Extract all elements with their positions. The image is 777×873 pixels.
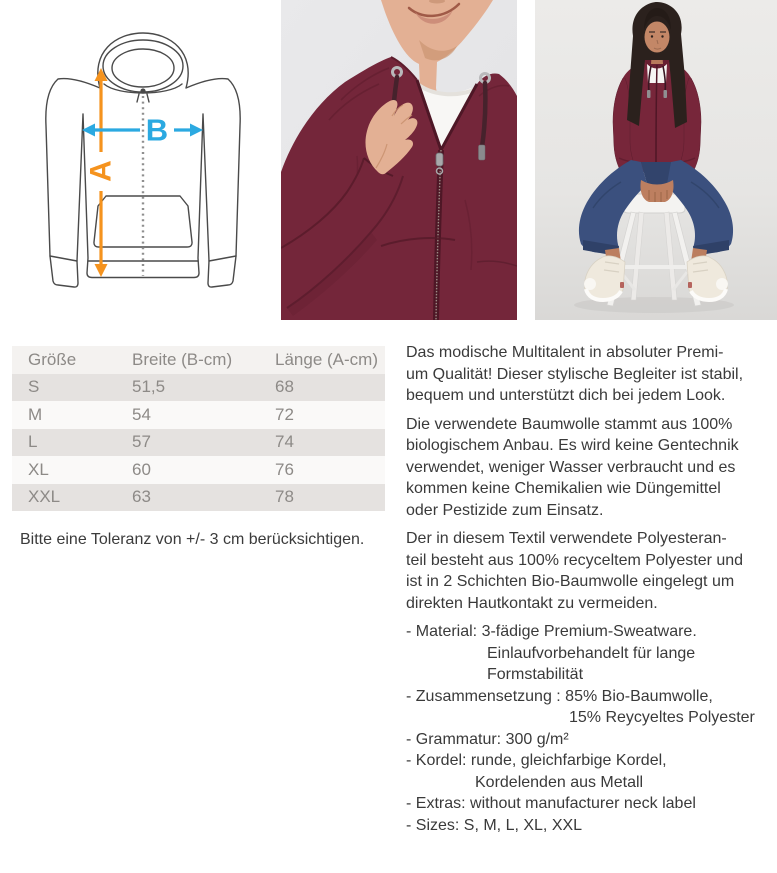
- width-cell: 63: [132, 487, 151, 507]
- spec-line-material: - Material: 3-fädige Premium-Sweatware.: [406, 623, 697, 640]
- length-cell: 68: [275, 377, 294, 397]
- spec-line-composition: - Zusammensetzung : 85% Bio-Baumwolle,: [406, 687, 713, 705]
- length-cell: 78: [275, 487, 294, 507]
- table-row: [12, 374, 385, 402]
- seated-illustration: [535, 0, 777, 320]
- closeup-illustration: [281, 0, 517, 320]
- product-photo-closeup: [281, 0, 517, 320]
- table-row: [12, 484, 385, 512]
- hoodie-diagram-illustration: [20, 30, 270, 310]
- table-row: [12, 456, 385, 484]
- size-cell: XXL: [28, 487, 61, 507]
- size-table-header-row: [12, 346, 385, 374]
- size-table: [12, 346, 385, 511]
- spec-list: [406, 621, 770, 836]
- table-row: [12, 401, 385, 429]
- product-photo-seated: [535, 0, 777, 320]
- spec-line-cord: - Kordel: runde, gleichfarbige Kordel,: [406, 752, 667, 769]
- spec-line-grammage: - Grammatur: 300 g/m²: [406, 730, 569, 748]
- hoodie-measurement-diagram: [20, 30, 270, 310]
- column-header-size: Größe: [28, 349, 77, 369]
- size-cell: M: [28, 404, 43, 424]
- spec-line-material-cont: Formstabilität: [487, 666, 584, 683]
- description-paragraph: Der in diesem Textil verwendete Polyesteran- teil besteht aus 100% recyceltem Polyester und ist in 2 Schichten Bio-Baumwolle eingelegt um direkten Hautkontakt zu vermeiden.: [406, 530, 744, 612]
- size-cell: L: [28, 432, 38, 452]
- length-cell: 76: [275, 459, 294, 479]
- size-cell: XL: [28, 459, 49, 479]
- tolerance-note: Bitte eine Toleranz von +/- 3 cm berücksichtigen.: [20, 531, 365, 548]
- description-paragraph: Die verwendete Baumwolle stammt aus 100% biologischem Anbau. Es wird keine Gentechnik verwendet, weniger Wasser verbraucht und es kommen keine Chemikalien wie Düngemittel oder Pestizide zum Einsatz.: [406, 415, 739, 519]
- table-row: [12, 429, 385, 457]
- length-cell: 72: [275, 404, 294, 424]
- spec-line-extras: - Extras: without manufacturer neck label: [406, 795, 696, 812]
- width-cell: 54: [132, 404, 151, 424]
- width-cell: 57: [132, 432, 151, 452]
- spec-line-material-cont: Einlaufvorbehandelt für lange: [487, 644, 696, 662]
- measurement-label-b: B: [145, 112, 169, 148]
- spec-line-sizes: - Sizes: S, M, L, XL, XXL: [406, 816, 583, 834]
- width-cell: 60: [132, 459, 151, 479]
- measurement-label-a: A: [84, 160, 118, 182]
- column-header-length: Länge (A-cm): [275, 349, 378, 369]
- product-description: [406, 342, 770, 836]
- width-cell: 51,5: [132, 377, 166, 397]
- size-cell: S: [28, 377, 40, 397]
- length-cell: 74: [275, 432, 294, 452]
- spec-line-composition-cont: 15% Reycyeltes Polyester: [569, 709, 755, 726]
- spec-line-cord-cont: Kordelenden aus Metall: [475, 773, 644, 791]
- column-header-width: Breite (B-cm): [132, 349, 233, 369]
- description-paragraph: Das modische Multitalent in absoluter Premi- um Qualität! Dieser stylische Begleiter ist stabil, bequem und unterstützt dich bei jedem Look.: [406, 344, 744, 404]
